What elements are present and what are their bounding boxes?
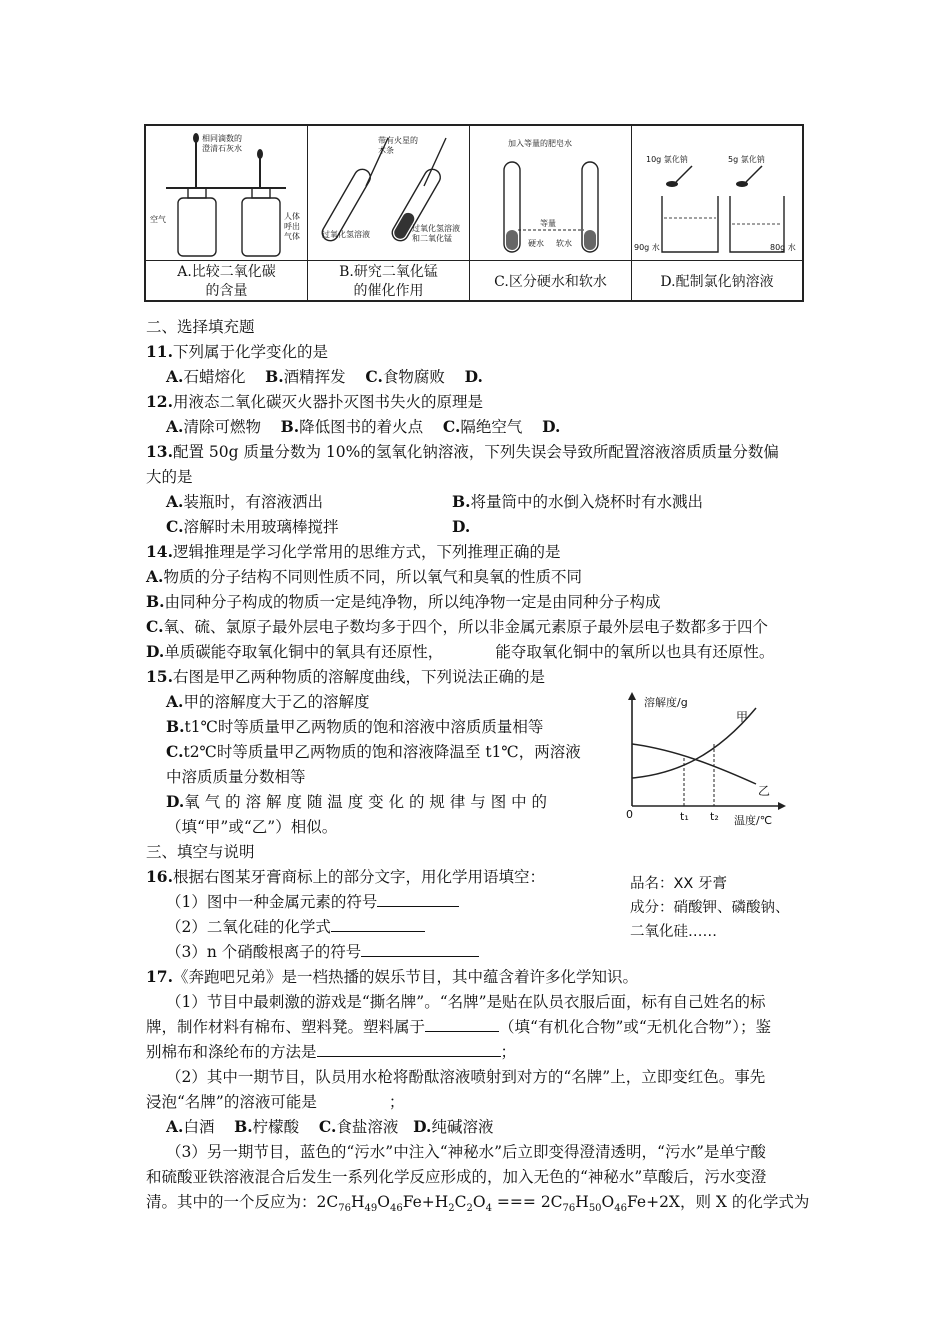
q16-part3: （3）n 个硝酸根离子的符号 xyxy=(166,941,479,963)
q15-option-a: A.甲的溶解度大于乙的溶解度 xyxy=(166,692,370,711)
chart-tick-t1: t₁ xyxy=(680,810,689,823)
panel-c-label-equal: 等量 xyxy=(540,219,556,228)
q12-options: A.清除可燃物 B.降低图书的着火点 C.隔绝空气 D. xyxy=(166,417,561,436)
panel-d xyxy=(632,126,802,300)
q14-stem: 14.逻辑推理是学习化学常用的思维方式，下列推理正确的是 xyxy=(146,542,561,561)
q16-blank-2[interactable] xyxy=(331,916,425,932)
q13-stem: 13.配置 50g 质量分数为 10%的氢氧化钠溶液，下列失误会导致所配置溶液溶质质量分数偏 xyxy=(146,442,779,461)
q16-blank-1[interactable] xyxy=(377,891,459,907)
chart-ylabel: 溶解度/g xyxy=(644,696,688,709)
panel-c-caption: C.区分硬水和软水 xyxy=(470,260,631,301)
chart-series-jia: 甲 xyxy=(736,710,749,724)
q12-stem: 12.用液态二氧化碳灭火器扑灭图书失火的原理是 xyxy=(146,392,483,411)
panel-b-label-h2o2-mno2: 过氧化氢溶液和二氧化锰 xyxy=(412,224,460,243)
q17-p3-line2: 和硫酸亚铁溶液混合后发生一系列化学反应形成的，加入无色的“神秘水”草酸后，污水变澄 xyxy=(146,1168,767,1186)
panel-d-label-90g: 90g 水 xyxy=(634,243,660,252)
q15-option-d-cont: （填“甲”或“乙”）相似。 xyxy=(166,818,338,836)
chart-origin: 0 xyxy=(626,808,633,821)
q14-option-a: A.物质的分子结构不同则性质不同，所以氧气和臭氧的性质不同 xyxy=(146,567,582,586)
section-2-heading: 二、选择填充题 xyxy=(146,318,255,336)
panel-b xyxy=(308,126,470,300)
q16-blank-3[interactable] xyxy=(361,941,479,957)
q15-option-b: B.t1℃时等质量甲乙两物质的饱和溶液中溶质质量相等 xyxy=(166,717,544,736)
q14-option-b: B.由同种分子构成的物质一定是纯净物，所以纯净物一定是由同种分子构成 xyxy=(146,592,661,611)
panel-a-label-air: 空气 xyxy=(150,215,166,224)
panel-d-label-10g: 10g 氯化钠 xyxy=(646,155,688,164)
panel-a-label-breath: 人体呼出气体 xyxy=(284,212,300,241)
panel-d-label-5g: 5g 氯化钠 xyxy=(728,155,765,164)
q16-stem: 16.根据右图某牙膏商标上的部分文字，用化学用语填空： xyxy=(146,867,545,886)
q14-option-d: D.单质碳能夺取氧化铜中的氧具有还原性， 能夺取氧化铜中的氧所以也具有还原性。 xyxy=(146,642,775,661)
q13-option-c: C.溶解时未用玻璃棒搅拌 xyxy=(166,517,339,536)
q15-stem: 15.右图是甲乙两种物质的溶解度曲线，下列说法正确的是 xyxy=(146,667,545,686)
solubility-chart-svg xyxy=(616,686,792,830)
q14-option-c: C.氧、硫、氯原子最外层电子数均多于四个，所以非金属元素原子最外层电子数都多于四个 xyxy=(146,617,768,636)
q17-blank-method[interactable] xyxy=(317,1041,501,1057)
panel-a-caption: A.比较二氧化碳 的含量 xyxy=(146,260,307,301)
panel-b-label-splint: 带有火星的木条 xyxy=(378,136,418,155)
q13-option-d: D. xyxy=(452,517,471,536)
q17-blank-plastic[interactable] xyxy=(425,1016,499,1032)
q13-stem-cont: 大的是 xyxy=(146,468,193,486)
panel-c-label-hard: 硬水 xyxy=(528,239,544,248)
q17-options: A.白酒 B.柠檬酸 C.食盐溶液 D.纯碱溶液 xyxy=(166,1117,494,1136)
q11-options: A.石蜡熔化 B.酒精挥发 C.食物腐败 D. xyxy=(166,367,483,386)
experiment-figure xyxy=(144,124,804,302)
panel-c-label-soap: 加入等量的肥皂水 xyxy=(508,139,572,148)
q17-p2-line1: （2）其中一期节目，队员用水枪将酚酞溶液喷射到对方的“名牌”上，立即变红色。事先 xyxy=(166,1068,766,1086)
solubility-chart xyxy=(616,686,792,830)
q15-option-c-cont: 中溶质质量分数相等 xyxy=(166,768,306,786)
chart-series-yi: 乙 xyxy=(758,784,771,798)
q17-stem: 17.《奔跑吧兄弟》是一档热播的娱乐节目，其中蕴含着许多化学知识。 xyxy=(146,967,638,986)
panel-b-label-h2o2: 过氧化氢溶液 xyxy=(322,230,370,239)
panel-a xyxy=(146,126,308,300)
q13-option-b: B.将量筒中的水倒入烧杯时有水溅出 xyxy=(452,492,704,511)
panel-d-label-80g: 80g 水 xyxy=(770,243,796,252)
panel-d-drawing xyxy=(632,126,800,260)
chart-xlabel: 温度/℃ xyxy=(734,814,773,827)
panel-a-label-limewater: 相同滴数的澄清石灰水 xyxy=(202,134,242,153)
panel-c xyxy=(470,126,632,300)
q16-part1: （1）图中一种金属元素的符号 xyxy=(166,891,459,913)
q17-p1-line1: （1）节目中最刺激的游戏是“撕名牌”。“名牌”是贴在队员衣服后面，标有自己姓名的标 xyxy=(166,993,766,1011)
q13-option-a: A.装瓶时，有溶液洒出 xyxy=(166,492,323,511)
chart-tick-t2: t₂ xyxy=(710,810,719,823)
q17-p1-line3: 别棉布和涤纶布的方法是 ； xyxy=(146,1043,517,1061)
q17-p2-line2: 浸泡“名牌”的溶液可能是 ； xyxy=(146,1093,405,1111)
panel-b-caption: B.研究二氧化锰 的催化作用 xyxy=(308,260,469,301)
q15-option-d: D.氧 气 的 溶 解 度 随 温 度 变 化 的 规 律 与 图 中 的 xyxy=(166,792,548,811)
q17-p3-line1: （3）另一期节目，蓝色的“污水”中注入“神秘水”后立即变得澄清透明，“污水”是单宁酸 xyxy=(166,1143,766,1161)
q17-p3-line3: 清。其中的一个反应为：$2C_{76}H_{49}O_{46}Fe+H_2C_2O_4$ === $2C_{76}H_{50}O_{46}Fe+2X$，则 X 的化学式为 xyxy=(146,1193,810,1215)
section-3-heading: 三、填空与说明 xyxy=(146,843,255,861)
q16-part2: （2）二氧化硅的化学式 xyxy=(166,916,425,938)
toothpaste-label: 品名：XX 牙膏 成分：硝酸钾、磷酸钠、 二氧化硅…… xyxy=(630,876,790,940)
panel-c-label-soft: 软水 xyxy=(556,239,572,248)
q17-p1-line2: 牌，制作材料有棉布、塑料凳。塑料属于 （填“有机化合物”或“无机化合物”）；鉴 xyxy=(146,1018,771,1036)
panel-d-caption: D.配制氯化钠溶液 xyxy=(632,260,802,301)
q15-option-c: C.t2℃时等质量甲乙两物质的饱和溶液降温至 t1℃，两溶液 xyxy=(166,742,581,761)
q11-stem: 11.下列属于化学变化的是 xyxy=(146,342,328,361)
